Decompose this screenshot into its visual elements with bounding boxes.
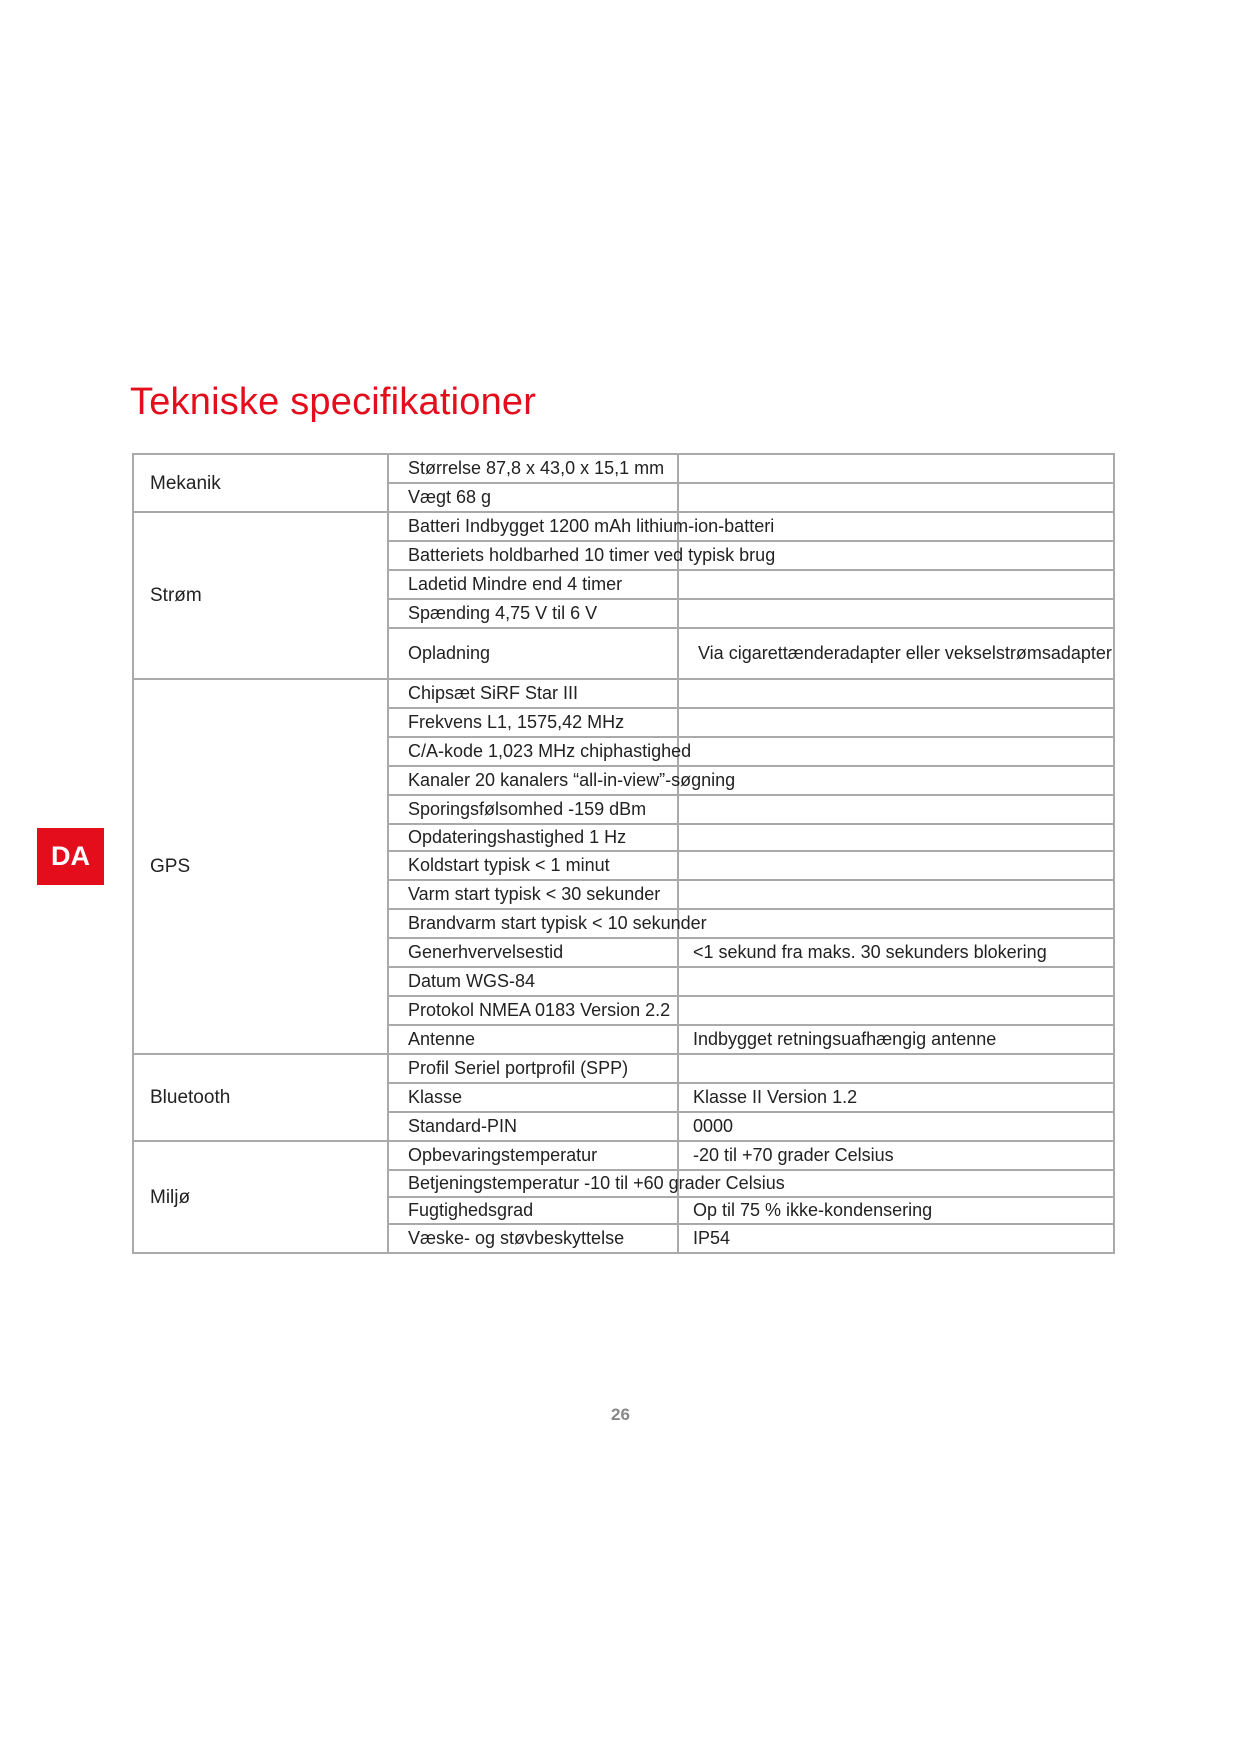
category-bluetooth: Bluetooth — [133, 1054, 388, 1141]
spec-value — [678, 766, 1114, 795]
spec-value — [678, 454, 1114, 483]
spec-label: C/A-kode 1,023 MHz chiphastighed — [388, 737, 678, 766]
table-row — [133, 1141, 1114, 1170]
spec-value: Klasse II Version 1.2 — [678, 1083, 1114, 1112]
spec-value — [678, 737, 1114, 766]
spec-value — [678, 570, 1114, 599]
spec-value — [678, 824, 1114, 851]
spec-value: Via cigarettænderadapter eller vekselstrømsadapter — [678, 628, 1114, 679]
spec-value: Indbygget retningsuafhængig antenne — [678, 1025, 1114, 1054]
spec-label: Generhvervelsestid — [388, 938, 678, 967]
spec-value: 0000 — [678, 1112, 1114, 1141]
table-row — [133, 512, 1114, 541]
spec-table — [132, 453, 1115, 1254]
spec-value — [678, 795, 1114, 824]
spec-label: Størrelse 87,8 x 43,0 x 15,1 mm — [388, 454, 678, 483]
spec-label: Sporingsfølsomhed -159 dBm — [388, 795, 678, 824]
category-miljo: Miljø — [133, 1141, 388, 1253]
spec-label: Koldstart typisk < 1 minut — [388, 851, 678, 880]
spec-label: Datum WGS-84 — [388, 967, 678, 996]
spec-label: Antenne — [388, 1025, 678, 1054]
spec-label: Vægt 68 g — [388, 483, 678, 512]
spec-value — [678, 1054, 1114, 1083]
spec-label: Chipsæt SiRF Star III — [388, 679, 678, 708]
spec-label: Standard-PIN — [388, 1112, 678, 1141]
spec-value — [678, 909, 1114, 938]
spec-value — [678, 679, 1114, 708]
spec-value — [678, 880, 1114, 909]
category-mekanik: Mekanik — [133, 454, 388, 512]
language-tab: DA — [37, 828, 104, 885]
spec-label: Protokol NMEA 0183 Version 2.2 — [388, 996, 678, 1025]
spec-label: Brandvarm start typisk < 10 sekunder — [388, 909, 678, 938]
spec-label: Opladning — [388, 628, 678, 679]
spec-label: Klasse — [388, 1083, 678, 1112]
spec-value — [678, 599, 1114, 628]
spec-label: Spænding 4,75 V til 6 V — [388, 599, 678, 628]
table-row — [133, 1054, 1114, 1083]
spec-label: Batteriets holdbarhed 10 timer ved typisk brug — [388, 541, 678, 570]
spec-label: Frekvens L1, 1575,42 MHz — [388, 708, 678, 737]
spec-label: Opdateringshastighed 1 Hz — [388, 824, 678, 851]
spec-label: Kanaler 20 kanalers “all-in-view”-søgning — [388, 766, 678, 795]
spec-value — [678, 708, 1114, 737]
spec-value: -20 til +70 grader Celsius — [678, 1141, 1114, 1170]
page-number: 26 — [611, 1405, 630, 1424]
spec-label: Ladetid Mindre end 4 timer — [388, 570, 678, 599]
table-row — [133, 679, 1114, 708]
spec-label: Batteri Indbygget 1200 mAh lithium-ion-batteri — [388, 512, 678, 541]
table-row — [133, 454, 1114, 483]
spec-value: IP54 — [678, 1224, 1114, 1253]
spec-value — [678, 851, 1114, 880]
spec-value — [678, 996, 1114, 1025]
spec-label: Betjeningstemperatur -10 til +60 grader Celsius — [388, 1170, 678, 1197]
spec-label: Profil Seriel portprofil (SPP) — [388, 1054, 678, 1083]
spec-value: Op til 75 % ikke-kondensering — [678, 1197, 1114, 1224]
spec-value — [678, 483, 1114, 512]
page-title: Tekniske specifikationer — [130, 381, 537, 423]
spec-label: Væske- og støvbeskyttelse — [388, 1224, 678, 1253]
spec-label: Varm start typisk < 30 sekunder — [388, 880, 678, 909]
category-strom: Strøm — [133, 512, 388, 679]
spec-value: <1 sekund fra maks. 30 sekunders blokering — [678, 938, 1114, 967]
spec-label: Fugtighedsgrad — [388, 1197, 678, 1224]
spec-value — [678, 967, 1114, 996]
spec-label: Opbevaringstemperatur — [388, 1141, 678, 1170]
category-gps: GPS — [133, 679, 388, 1054]
